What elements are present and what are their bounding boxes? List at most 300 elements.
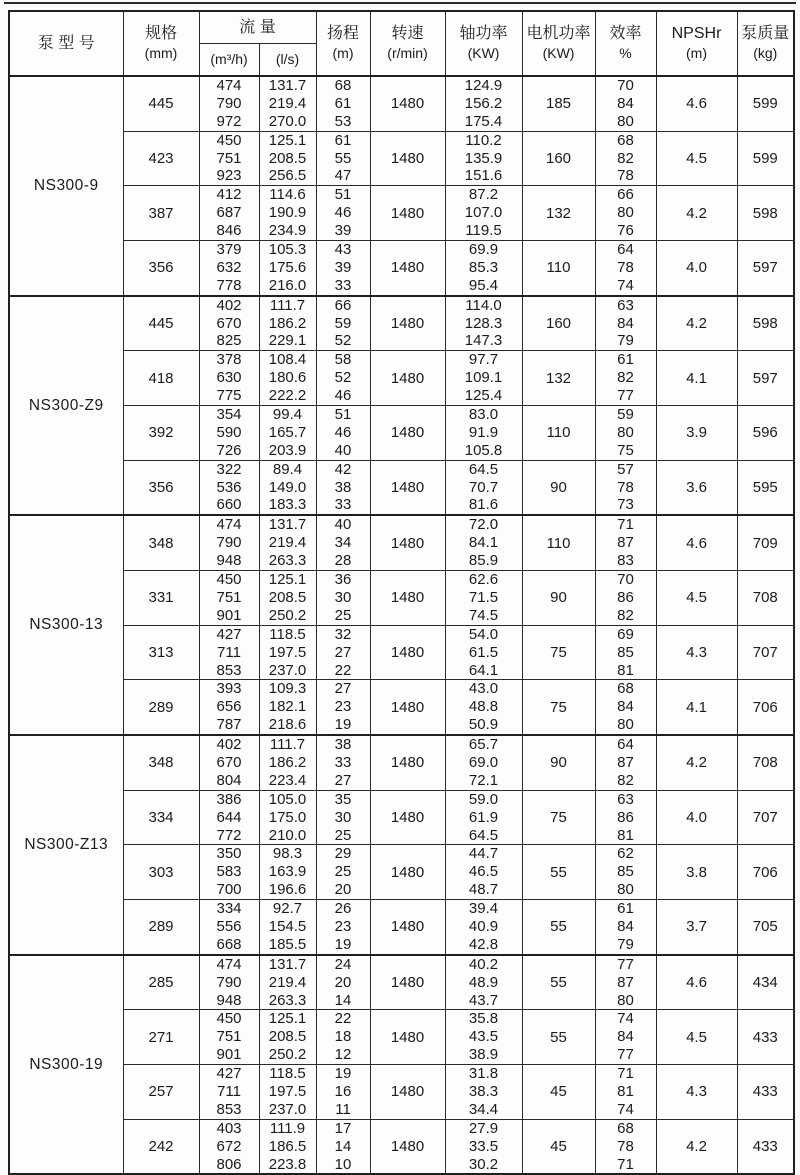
header-shaft-power-unit: (KW) (467, 45, 500, 61)
header-model (9, 11, 123, 76)
cell-npshr: 4.5 (656, 1010, 737, 1065)
cell-speed: 1480 (370, 515, 445, 570)
header-npshr-label: NPSHr (671, 25, 722, 42)
value-line: 85.9 (468, 552, 499, 570)
cell-mass: 709 (737, 515, 794, 570)
cell-flow-ls (259, 790, 316, 845)
cell-eff (595, 296, 656, 351)
value-line: 82 (617, 606, 634, 624)
cell-flow-ls (259, 406, 316, 461)
cell-speed: 1480 (370, 735, 445, 790)
header-motor-power-unit: (KW) (542, 45, 575, 61)
value-line: 109.1 (464, 369, 503, 387)
spec-row (9, 406, 794, 461)
cell-spec: 445 (123, 76, 199, 131)
value-line: 83 (617, 552, 634, 570)
cell-flow-ls (259, 1010, 316, 1065)
value-line: 901 (216, 1046, 242, 1064)
cell-speed: 1480 (370, 131, 445, 186)
cell-npshr: 3.8 (656, 845, 737, 900)
value-line: 111.9 (269, 1119, 306, 1137)
cell-npshr: 3.6 (656, 460, 737, 515)
cell-eff (595, 680, 656, 735)
value-line: 59.0 (468, 790, 499, 808)
cell-speed: 1480 (370, 680, 445, 735)
value-line: 853 (216, 1100, 242, 1118)
cell-eff (595, 735, 656, 790)
value-line: 69.9 (468, 241, 499, 259)
header-npshr (656, 11, 737, 76)
cell-flow-m3h (199, 1065, 259, 1120)
value-line: 125.4 (464, 387, 503, 405)
value-line: 80 (617, 716, 634, 734)
header-model-label: 泵 型 号 (37, 35, 95, 52)
value-line: 51 (334, 186, 352, 204)
value-line: 105.8 (464, 441, 503, 459)
cell-flow-m3h (199, 351, 259, 406)
value-line: 38 (334, 478, 352, 496)
cell-spec: 418 (123, 351, 199, 406)
value-line: 125.1 (268, 571, 307, 589)
value-line: 79 (617, 935, 634, 953)
cell-head (316, 296, 370, 351)
header-speed (370, 11, 445, 76)
header-npshr-unit: (m) (686, 45, 708, 61)
cell-head (316, 186, 370, 241)
cell-flow-m3h (199, 1119, 259, 1174)
value-line: 223.4 (268, 771, 307, 789)
value-line: 790 (216, 973, 242, 991)
cell-spec: 313 (123, 625, 199, 680)
cell-head (316, 406, 370, 461)
value-line: 670 (216, 314, 242, 332)
cell-speed: 1480 (370, 1065, 445, 1120)
value-line: 46.5 (468, 863, 499, 881)
value-line: 78 (617, 1137, 634, 1155)
value-line: 34 (334, 534, 352, 552)
value-line: 105.0 (268, 790, 307, 808)
cell-motor: 45 (522, 1065, 595, 1120)
value-line: 86 (617, 808, 634, 826)
cell-mass: 708 (737, 735, 794, 790)
cell-motor: 160 (522, 296, 595, 351)
value-line: 124.9 (464, 77, 503, 94)
value-line: 125.1 (268, 131, 307, 149)
cell-eff (595, 241, 656, 296)
spec-row (9, 351, 794, 406)
value-line: 263.3 (268, 552, 307, 570)
value-line: 726 (216, 441, 242, 459)
value-line: 23 (334, 917, 352, 935)
cell-mass: 708 (737, 571, 794, 626)
cell-flow-ls (259, 680, 316, 735)
value-line: 64.5 (468, 460, 499, 478)
cell-head (316, 571, 370, 626)
header-shaft-power-label: 轴功率 (459, 25, 508, 42)
cell-flow-ls (259, 131, 316, 186)
value-line: 208.5 (268, 588, 307, 606)
cell-flow-m3h (199, 186, 259, 241)
cell-speed: 1480 (370, 186, 445, 241)
value-line: 751 (216, 1028, 242, 1046)
spec-row (9, 76, 794, 131)
value-line: 44.7 (468, 845, 499, 863)
value-line: 54.0 (468, 625, 499, 643)
header-flow-ls: (l/s) (259, 43, 316, 76)
cell-shaft (445, 735, 522, 790)
value-line: 63 (617, 296, 634, 314)
value-line: 69.0 (468, 753, 499, 771)
cell-flow-m3h (199, 406, 259, 461)
cell-mass: 599 (737, 76, 794, 131)
cell-mass: 597 (737, 241, 794, 296)
value-line: 450 (216, 1010, 242, 1028)
value-line: 36 (334, 571, 352, 589)
cell-shaft (445, 571, 522, 626)
cell-mass: 598 (737, 296, 794, 351)
value-line: 27 (334, 680, 352, 698)
value-line: 350 (216, 845, 242, 863)
value-line: 108.4 (268, 351, 307, 369)
value-line: 147.3 (464, 332, 503, 350)
cell-mass: 707 (737, 790, 794, 845)
value-line: 73 (617, 496, 634, 514)
value-line: 118.5 (269, 625, 306, 643)
cell-head (316, 241, 370, 296)
value-line: 790 (216, 534, 242, 552)
header-head-label: 扬程 (327, 25, 360, 42)
cell-shaft (445, 460, 522, 515)
cell-speed: 1480 (370, 571, 445, 626)
value-line: 19 (334, 935, 352, 953)
value-line: 128.3 (464, 314, 503, 332)
cell-speed: 1480 (370, 845, 445, 900)
value-line: 219.4 (268, 94, 307, 112)
cell-npshr: 4.3 (656, 625, 737, 680)
value-line: 59 (334, 314, 352, 332)
value-line: 99.4 (272, 406, 303, 424)
value-line: 135.9 (464, 149, 503, 167)
cell-spec: 331 (123, 571, 199, 626)
value-line: 46 (334, 204, 352, 222)
cell-mass: 595 (737, 460, 794, 515)
value-line: 118.5 (269, 1065, 306, 1083)
value-line: 402 (216, 296, 242, 314)
value-line: 63 (617, 790, 634, 808)
header-spec-label: 规格 (144, 25, 177, 42)
value-line: 80 (617, 991, 634, 1009)
value-line: 210.0 (268, 826, 307, 844)
value-line: 87 (617, 534, 634, 552)
value-line: 334 (216, 900, 242, 918)
cell-motor: 110 (522, 515, 595, 570)
cell-spec: 257 (123, 1065, 199, 1120)
spec-row (9, 131, 794, 186)
value-line: 22 (334, 1010, 352, 1028)
cell-speed: 1480 (370, 1119, 445, 1174)
value-line: 751 (216, 149, 242, 167)
value-line: 182.1 (268, 698, 307, 716)
cell-mass: 433 (737, 1065, 794, 1120)
cell-flow-m3h (199, 515, 259, 570)
cell-eff (595, 186, 656, 241)
value-line: 670 (216, 753, 242, 771)
cell-motor: 55 (522, 955, 595, 1010)
header-pump-mass-unit: (kg) (753, 45, 778, 61)
value-line: 778 (216, 276, 242, 294)
value-line: 250.2 (268, 1046, 307, 1064)
cell-mass: 706 (737, 680, 794, 735)
cell-shaft (445, 845, 522, 900)
value-line: 151.6 (464, 167, 503, 185)
value-line: 219.4 (268, 534, 307, 552)
cell-shaft (445, 406, 522, 461)
value-line: 38.3 (468, 1082, 499, 1100)
value-line: 474 (216, 516, 242, 534)
cell-mass: 597 (737, 351, 794, 406)
cell-head (316, 1010, 370, 1065)
cell-eff (595, 351, 656, 406)
value-line: 39 (334, 222, 352, 240)
cell-shaft (445, 1010, 522, 1065)
value-line: 237.0 (268, 1100, 307, 1118)
spec-row (9, 571, 794, 626)
value-line: 972 (216, 112, 242, 130)
cell-head (316, 515, 370, 570)
cell-eff (595, 571, 656, 626)
cell-motor: 110 (522, 406, 595, 461)
cell-eff (595, 1065, 656, 1120)
cell-motor: 185 (522, 76, 595, 131)
cell-flow-m3h (199, 735, 259, 790)
value-line: 33 (334, 276, 352, 294)
cell-head (316, 1119, 370, 1174)
cell-speed: 1480 (370, 406, 445, 461)
cell-npshr: 3.9 (656, 406, 737, 461)
value-line: 114.6 (269, 186, 306, 204)
value-line: 197.5 (268, 643, 307, 661)
value-line: 78 (617, 478, 634, 496)
value-line: 25 (334, 606, 352, 624)
value-line: 378 (216, 351, 242, 369)
value-line: 85.3 (468, 258, 499, 276)
value-line: 82 (617, 149, 634, 167)
top-rule (4, 2, 796, 4)
value-line: 772 (216, 826, 242, 844)
cell-eff (595, 76, 656, 131)
cell-flow-ls (259, 735, 316, 790)
value-line: 208.5 (268, 149, 307, 167)
value-line: 52 (334, 369, 352, 387)
cell-spec: 289 (123, 680, 199, 735)
header-flow (199, 11, 316, 43)
cell-spec: 392 (123, 406, 199, 461)
value-line: 84 (617, 94, 634, 112)
value-line: 208.5 (268, 1028, 307, 1046)
cell-spec: 271 (123, 1010, 199, 1065)
cell-flow-m3h (199, 680, 259, 735)
value-line: 52 (334, 332, 352, 350)
cell-npshr: 4.5 (656, 131, 737, 186)
value-line: 25 (334, 863, 352, 881)
cell-head (316, 1065, 370, 1120)
value-line: 216.0 (268, 276, 307, 294)
value-line: 219.4 (268, 973, 307, 991)
value-line: 109.3 (268, 680, 307, 698)
cell-flow-m3h (199, 955, 259, 1010)
cell-spec: 356 (123, 460, 199, 515)
value-line: 55 (334, 149, 352, 167)
cell-flow-ls (259, 76, 316, 131)
cell-speed: 1480 (370, 460, 445, 515)
value-line: 775 (216, 387, 242, 405)
header-shaft-power (445, 11, 522, 76)
value-line: 48.9 (468, 973, 499, 991)
cell-shaft (445, 131, 522, 186)
cell-flow-m3h (199, 625, 259, 680)
value-line: 10 (334, 1155, 352, 1173)
value-line: 51 (334, 406, 352, 424)
cell-motor: 55 (522, 845, 595, 900)
value-line: 72.0 (468, 516, 499, 534)
cell-shaft (445, 351, 522, 406)
value-line: 25 (334, 826, 352, 844)
spec-row (9, 296, 794, 351)
value-line: 33 (334, 753, 352, 771)
value-line: 632 (216, 258, 242, 276)
value-line: 69 (617, 625, 634, 643)
value-line: 590 (216, 423, 242, 441)
value-line: 711 (217, 1082, 241, 1100)
value-line: 77 (617, 387, 634, 405)
cell-flow-m3h (199, 76, 259, 131)
value-line: 80 (617, 204, 634, 222)
header-head-unit: (m) (332, 45, 354, 61)
value-line: 46 (334, 423, 352, 441)
value-line: 787 (216, 716, 242, 734)
cell-mass: 598 (737, 186, 794, 241)
value-line: 402 (216, 736, 242, 754)
value-line: 81 (617, 826, 634, 844)
value-line: 450 (216, 571, 242, 589)
header-flow-label: 流 量 (239, 18, 276, 36)
cell-motor: 160 (522, 131, 595, 186)
cell-spec: 289 (123, 900, 199, 955)
cell-mass: 599 (737, 131, 794, 186)
value-line: 80 (617, 112, 634, 130)
value-line: 74 (617, 1100, 634, 1118)
value-line: 38 (334, 736, 352, 754)
value-line: 66 (334, 296, 352, 314)
value-line: 64.5 (468, 826, 499, 844)
value-line: 19 (334, 716, 352, 734)
cell-shaft (445, 515, 522, 570)
spec-row (9, 460, 794, 515)
cell-npshr: 4.6 (656, 515, 737, 570)
cell-spec: 445 (123, 296, 199, 351)
cell-eff (595, 900, 656, 955)
cell-motor: 90 (522, 735, 595, 790)
cell-shaft (445, 625, 522, 680)
value-line: 656 (216, 698, 242, 716)
value-line: 87 (617, 973, 634, 991)
value-line: 81 (617, 1082, 634, 1100)
value-line: 20 (334, 881, 352, 899)
value-line: 57 (617, 460, 634, 478)
value-line: 263.3 (268, 991, 307, 1009)
cell-spec: 348 (123, 515, 199, 570)
pump-model-cell: NS300-19 (9, 955, 123, 1175)
value-line: 110.2 (465, 131, 502, 149)
value-line: 70 (617, 77, 634, 94)
value-line: 95.4 (468, 276, 499, 294)
cell-speed: 1480 (370, 351, 445, 406)
spec-row (9, 845, 794, 900)
value-line: 218.6 (268, 716, 307, 734)
value-line: 700 (216, 881, 242, 899)
cell-npshr: 4.2 (656, 296, 737, 351)
cell-head (316, 955, 370, 1010)
value-line: 427 (216, 625, 242, 643)
value-line: 40 (334, 516, 352, 534)
cell-mass: 433 (737, 1119, 794, 1174)
value-line: 39.4 (468, 900, 499, 918)
value-line: 149.0 (268, 478, 307, 496)
value-line: 33.5 (468, 1137, 499, 1155)
value-line: 223.8 (268, 1155, 307, 1173)
cell-flow-ls (259, 241, 316, 296)
cell-flow-m3h (199, 460, 259, 515)
cell-flow-m3h (199, 1010, 259, 1065)
value-line: 186.2 (268, 753, 307, 771)
value-line: 81.6 (468, 496, 499, 514)
cell-spec: 387 (123, 186, 199, 241)
value-line: 76 (617, 222, 634, 240)
cell-shaft (445, 76, 522, 131)
value-line: 234.9 (268, 222, 307, 240)
header-speed-unit: (r/min) (387, 45, 428, 61)
value-line: 125.1 (268, 1010, 307, 1028)
cell-npshr: 4.1 (656, 680, 737, 735)
cell-shaft (445, 1119, 522, 1174)
value-line: 61.9 (468, 808, 499, 826)
cell-flow-m3h (199, 790, 259, 845)
value-line: 81 (617, 661, 634, 679)
cell-eff (595, 460, 656, 515)
value-line: 22 (334, 661, 352, 679)
value-line: 53 (334, 112, 352, 130)
value-line: 42 (334, 460, 352, 478)
spec-row (9, 680, 794, 735)
cell-shaft (445, 790, 522, 845)
value-line: 186.2 (268, 314, 307, 332)
value-line: 68 (617, 131, 634, 149)
cell-eff (595, 845, 656, 900)
cell-speed: 1480 (370, 900, 445, 955)
pump-spec-table (8, 10, 795, 1175)
value-line: 20 (334, 973, 352, 991)
table-header (9, 11, 794, 76)
value-line: 84 (617, 1028, 634, 1046)
value-line: 131.7 (268, 516, 307, 534)
cell-head (316, 351, 370, 406)
cell-flow-m3h (199, 845, 259, 900)
value-line: 412 (216, 186, 242, 204)
cell-motor: 90 (522, 460, 595, 515)
cell-flow-ls (259, 351, 316, 406)
value-line: 450 (216, 131, 242, 149)
value-line: 18 (334, 1028, 352, 1046)
